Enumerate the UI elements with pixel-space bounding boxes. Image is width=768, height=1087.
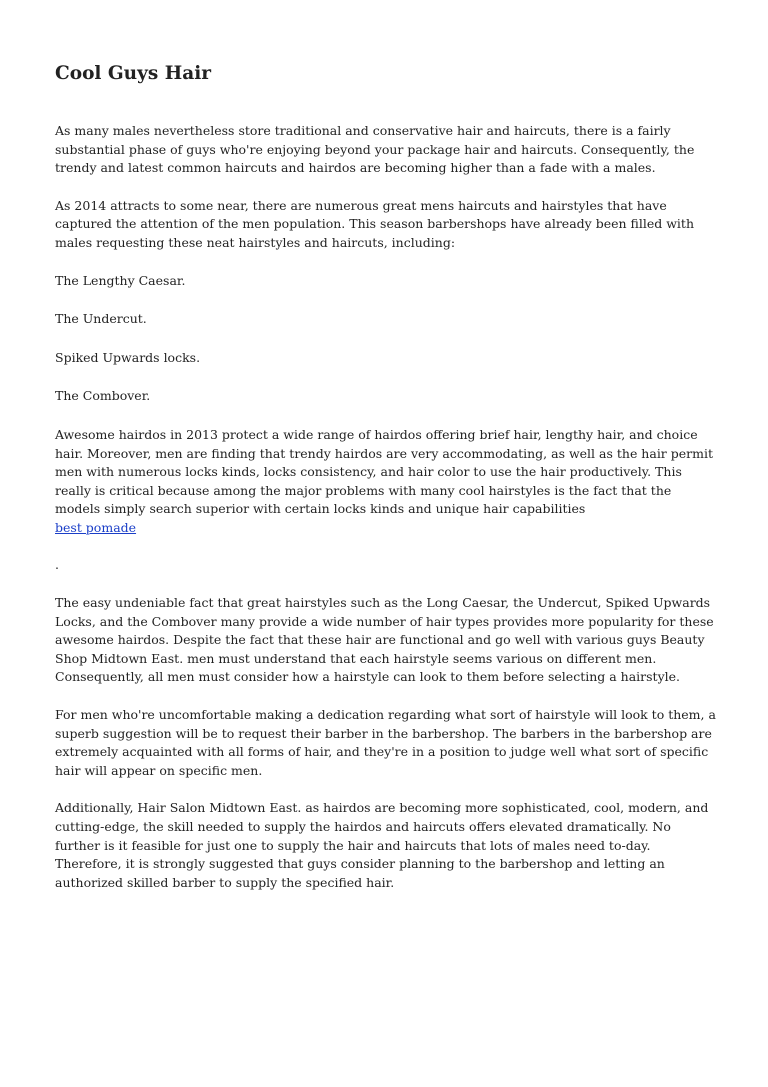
document-body <box>55 122 717 911</box>
separator-dot: . <box>55 556 59 572</box>
paragraph-awesome-hairdos-text: Awesome hairdos in 2013 protect a wide range of hairdos offering brief hair, lengthy hair, and choice hair. Moreover, men are finding that trendy hairdos are very accommodating, as well as the hair permit men with numerous locks kinds, locks consistency, and hair color to use the hair productively. This really is critical because among the major problems with many cool hairstyles is the fact that the models simply search superior with certain locks kinds and unique hair capabilities <box>55 426 714 517</box>
document-title: Cool Guys Hair <box>55 63 211 84</box>
paragraph-intro: As many males nevertheless store traditional and conservative hair and haircuts, there is a fairly substantial phase of guys who're enjoying beyond your package hair and haircuts. Consequently, the trendy and latest common haircuts and hairdos are becoming higher than a fade with a males. <box>55 123 695 176</box>
list-item-undercut: The Undercut. <box>55 311 147 327</box>
paragraph-undeniable-fact: The easy undeniable fact that great hairstyles such as the Long Caesar, the Undercut, Spiked Upwards Locks, and the Combover many provide a wide number of hair types provides more popularity for these awesome hairdos. Despite the fact that these hair are functional and go well with various guys Beauty Shop Midtown East. men must understand that each hairstyle seems various on different men. Consequently, all men must consider how a hairstyle can look to them before selecting a hairstyle. <box>55 595 714 685</box>
list-item-combover: The Combover. <box>55 388 151 404</box>
list-item-spiked-locks: Spiked Upwards locks. <box>55 349 201 365</box>
paragraph-2014-trends: As 2014 attracts to some near, there are numerous great mens haircuts and hairstyles that have captured the attention of the men population. This season barbershops have already been filled with males requesting these neat hairstyles and haircuts, including: <box>55 197 694 250</box>
paragraph-awesome-hairdos <box>55 426 717 538</box>
best-pomade-link[interactable]: best pomade <box>55 519 137 535</box>
list-item-lengthy-caesar: The Lengthy Caesar. <box>55 272 186 288</box>
paragraph-additionally: Additionally, Hair Salon Midtown East. as hairdos are becoming more sophisticated, cool, modern, and cutting-edge, the skill needed to supply the hairdos and haircuts offers elevated dramatically. No further is it feasible for just one to supply the hair and haircuts that lots of males need to-day. Therefore, it is strongly suggested that guys consider planning to the barbershop and letting an authorized skilled barber to supply the specified hair. <box>55 800 709 890</box>
paragraph-barber-suggestion: For men who're uncomfortable making a dedication regarding what sort of hairstyle will look to them, a superb suggestion will be to request their barber in the barbershop. The barbers in the barbershop are extremely acquainted with all forms of hair, and they're in a position to judge well what sort of specific hair will appear on specific men. <box>55 707 716 778</box>
